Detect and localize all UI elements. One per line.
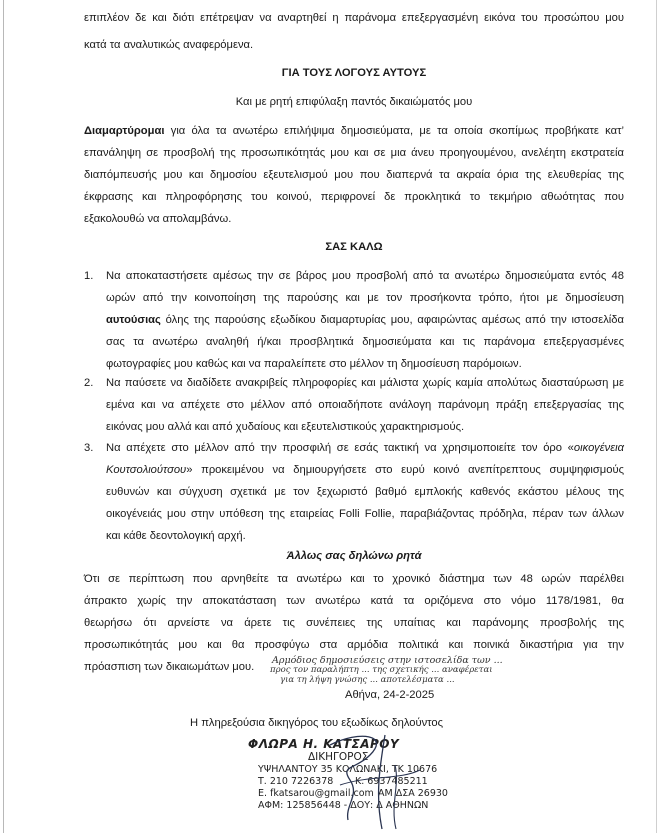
item-line-text: » προκειμένου να δημιουργήσετε στο ευρύ κοινό ανεπίτρεπτους συμψηφισμούς (186, 464, 624, 476)
item-bold-word: αυτούσιας (106, 314, 161, 326)
stamp-afm: ΑΦΜ: 125856448 - ΔΟΥ: Δ ΑΘΗΝΩΝ (258, 800, 429, 811)
item-italic-term: Κουτσολιούτσου (106, 464, 187, 476)
section-heading: ΣΑΣ ΚΑΛΩ (325, 241, 383, 253)
page-border-left (3, 0, 4, 833)
protest-line-text: για όλα τα ανωτέρω επιλήψιμα δημοσιεύματα, με τα οποία σκοπίμως προβήκατε κατ’ (164, 125, 624, 137)
stamp-mobile: Κ. 6937485211 (355, 776, 428, 787)
stamp-am: ΑΜ ΔΣΑ 26930 (378, 788, 448, 799)
stamp-address: ΥΨΗΛΑΝΤΟΥ 35 ΚΟΛΩΝΑΚΙ, ΤΚ 10676 (258, 764, 438, 775)
declaration-line: πρόασπιση των δικαιωμάτων μου. (84, 661, 255, 673)
declaration-line: Ότι σε περίπτωση που αρνηθείτε τα ανωτέρω και το χρονικό διάστημα των 48 ωρών παρέλθει (84, 573, 624, 585)
protest-line: έκφρασης και πληροφόρησης του κοινού, περιφρονεί δε προκλητικά το τεκμήριο αθωότητας που (84, 191, 624, 203)
handwritten-note: προς τον παραλήπτη ... της σχετικής ... αναφέρεται (270, 665, 493, 675)
stamp-name: ΦΛΩΡΑ Η. ΚΑΤΣΑΡΟΥ (248, 737, 400, 751)
protest-line: επανάληψη σε προσβολή της προσωπικότητάς μου και σε μια άνευ προηγουμένου, ανελέητη εκστρατεία (84, 147, 624, 159)
item-italic-term: οικογένεια (573, 442, 624, 454)
paragraph-line: επιπλέον δε και διότι επέτρεψαν να αναρτηθεί η παράνομα επεξεργασμένη εικόνα του προσώπου μου (84, 12, 624, 24)
item-line: Να παύσετε να διαδίδετε ανακριβείς πληροφορίες και μάλιστα χωρίς καμία απολύτως διασταύρωση με (106, 377, 624, 389)
declaration-line: άπρακτο χωρίς την αποκατάσταση των ανωτέρω κατά τα οριζόμενα στο νόμο 1178/1981, θα (84, 595, 624, 607)
stamp-phone: Τ. 210 7226378 (258, 776, 334, 787)
item-line: φωτογραφίες μου καθώς και να παραλείπετε στο μέλλον τη δημοσίευση παρόμοιων. (106, 358, 522, 370)
protest-line (84, 124, 624, 138)
item-line: εμένα και να απέχετε στο μέλλον από οποιαδήποτε ανάλογη παράνομη πράξη επεξεργασίας της (106, 399, 624, 411)
item-line (106, 463, 624, 477)
stamp-title: ΔΙΚΗΓΟΡΟΣ (308, 751, 369, 763)
item-line-text: Να απέχετε στο μέλλον από την προσφιλή σε εσάς τακτική να χρησιμοποιείτε τον όρο « (106, 442, 574, 454)
item-line: και κάθε δεοντολογική αρχή. (106, 530, 246, 542)
protest-bold-word: Διαμαρτύρομαι (84, 125, 165, 137)
paragraph-line: κατά τα αναλυτικώς αναφερόμενα. (84, 39, 254, 51)
handwritten-note: Αρμόδιος δημοσιεύσεις στην ιστοσελίδα των ... (272, 655, 503, 666)
item-line: Να αποκαταστήσετε αμέσως την σε βάρος μου προσβολή από τα ανωτέρω δημοσιεύματα εντός 48 (106, 270, 624, 282)
item-number: 2. (84, 377, 94, 389)
signature-label: Η πληρεξούσια δικηγόρος του εξωδίκως δηλούντος (190, 717, 444, 729)
page-border-right (656, 0, 657, 833)
item-line: εικόνας μου αλλά και από χυδαίους και εξευτελιστικούς χαρακτηρισμούς. (106, 421, 465, 433)
item-number: 3. (84, 442, 94, 454)
item-line (106, 313, 624, 327)
item-line: ωρών από την κοινοποίηση της παρούσης και με τον προσήκοντα τρόπο, ήτοι με δημοσίευση (106, 292, 624, 304)
protest-line: εξακολουθώ να απολαμβάνω. (84, 213, 232, 225)
declaration-line: προσωπικότητάς μου και θα προσφύγω στα αρμόδια πολιτικά και ποινικά δικαστήρια για την (84, 639, 624, 651)
date-line: Αθήνα, 24-2-2025 (345, 689, 435, 701)
item-line: σας τα ανωτέρω αναληθή ή/και προσβλητικά δημοσιεύματα και τις παράνομα επεξεργασμένες (106, 336, 624, 348)
item-line (106, 441, 624, 455)
section-heading: ΓΙΑ ΤΟΥΣ ΛΟΓΟΥΣ ΑΥΤΟΥΣ (281, 67, 427, 79)
handwritten-signature (300, 725, 440, 833)
declaration-line: θεωρήσω ότι αρνείστε να άρετε τις συνέπειες της υπαίτιας και παράνομης προσβολής της (84, 617, 624, 629)
item-number: 1. (84, 270, 94, 282)
declaration-heading: Άλλως σας δηλώνω ρητά (286, 550, 422, 562)
handwritten-note: για τη λήψη γνώσης ... αποτελέσματα ... (280, 675, 455, 685)
item-line: οικογένειάς μου στην υπόθεση της εταιρείας Folli Follie, παραβιάζοντας πρόδηλα, πέραν των άλλων (106, 508, 624, 520)
item-line: ευθυνών και σύγχυση σχετικά με τον ξεχωριστό βαθμό εμπλοκής καθενός εκάστου μέλους της (106, 486, 624, 498)
reservation-line: Και με ρητή επιφύλαξη παντός δικαιώματός μου (235, 96, 473, 108)
item-line-text: όλης της παρούσης εξωδίκου διαμαρτυρίας μου, αφαιρώντας αμέσως από την ιστοσελίδα (160, 314, 624, 326)
protest-line: διαπόμπευσής μου και δημοσίου εξευτελισμού μου που διαπερνά τα ακραία όρια της ελευθερίας της (84, 169, 624, 181)
stamp-email: E. fkatsarou@gmail.com (258, 788, 374, 799)
